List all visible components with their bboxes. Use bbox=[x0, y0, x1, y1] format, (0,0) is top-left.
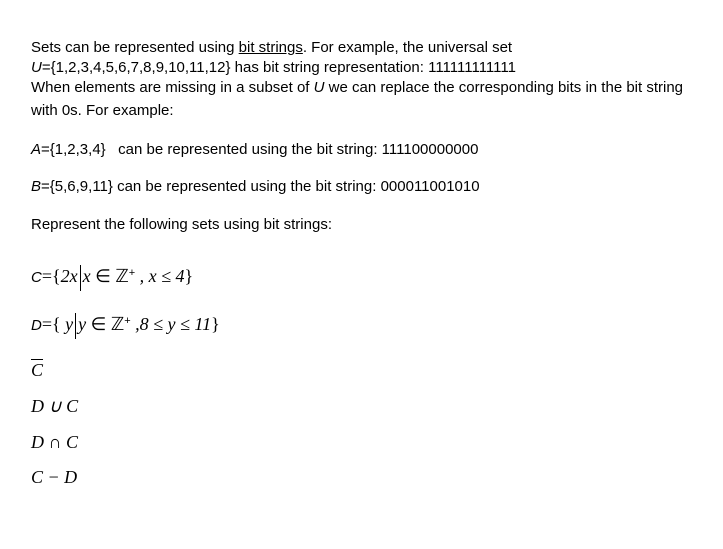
set-d-expression: y bbox=[65, 314, 74, 334]
intro-line-4 bbox=[31, 101, 174, 121]
instruction-text: Represent the following sets using bit strings: bbox=[31, 216, 332, 233]
universal-set-symbol: U bbox=[31, 59, 42, 76]
question-1 bbox=[31, 360, 43, 382]
such-that-bar bbox=[80, 265, 81, 291]
set-a-description: can be represented using the bit string: 111100000000 bbox=[105, 141, 479, 158]
intro-text: with 0s. For example: bbox=[31, 102, 174, 119]
intro-line-1 bbox=[31, 38, 512, 58]
universal-set-text: ={1,2,3,4,5,6,7,8,9,10,11,12} has bit string representation: 111111111111 bbox=[41, 59, 516, 76]
set-d-definition bbox=[31, 310, 220, 340]
set-c-definition bbox=[31, 262, 193, 292]
set-a-symbol: A bbox=[31, 141, 42, 158]
set-b-description: can be represented using the bit string: 000011001010 bbox=[112, 178, 480, 195]
close-brace: } bbox=[211, 314, 220, 334]
set-c-condition: , x ≤ 4 bbox=[135, 266, 185, 286]
set-c-variable: x bbox=[82, 266, 91, 286]
example-b bbox=[31, 177, 480, 197]
positive-superscript: + bbox=[124, 315, 131, 327]
complement-of-c: $\overline{C}$ bbox=[31, 360, 44, 380]
question-2 bbox=[31, 396, 78, 418]
such-that-bar bbox=[75, 313, 76, 339]
set-d-symbol: D bbox=[31, 317, 42, 334]
integers-symbol: ℤ bbox=[115, 266, 129, 286]
question-3 bbox=[31, 432, 78, 454]
question-4 bbox=[31, 467, 77, 489]
element-of-symbol: ∈ bbox=[86, 314, 111, 334]
bit-strings-link[interactable]: bit strings bbox=[238, 39, 303, 56]
close-brace: } bbox=[184, 266, 194, 286]
intro-text: Sets can be represented using bbox=[31, 39, 239, 56]
intro-text: . For example, the universal set bbox=[302, 39, 513, 56]
difference-expression: C − D bbox=[31, 467, 78, 487]
example-a bbox=[31, 140, 478, 160]
set-a-elements: ={1,2,3,4} bbox=[41, 141, 106, 158]
integers-symbol: ℤ bbox=[110, 314, 125, 334]
universal-set-symbol: U bbox=[313, 79, 325, 96]
intro-text: When elements are missing in a subset of bbox=[31, 79, 314, 96]
intro-line-3 bbox=[31, 78, 683, 98]
set-d-variable: y bbox=[78, 314, 87, 334]
instruction bbox=[31, 215, 332, 235]
intersection-expression: D ∩ C bbox=[31, 432, 79, 452]
positive-superscript: + bbox=[128, 267, 136, 279]
open-brace: ={ bbox=[41, 314, 66, 334]
element-of-symbol: ∈ bbox=[90, 266, 116, 286]
set-c-symbol: C bbox=[31, 269, 42, 286]
union-expression: D ∪ C bbox=[31, 396, 79, 416]
set-b-elements: ={5,6,9,11} bbox=[41, 178, 113, 195]
set-b-symbol: B bbox=[31, 178, 42, 195]
set-d-condition: ,8 ≤ y ≤ 11 bbox=[130, 314, 212, 334]
intro-line-2 bbox=[31, 58, 516, 78]
set-c-expression: 2x bbox=[60, 266, 78, 286]
open-brace: ={ bbox=[41, 266, 61, 286]
intro-text: we can replace the corresponding bits in the bit string bbox=[324, 79, 684, 96]
